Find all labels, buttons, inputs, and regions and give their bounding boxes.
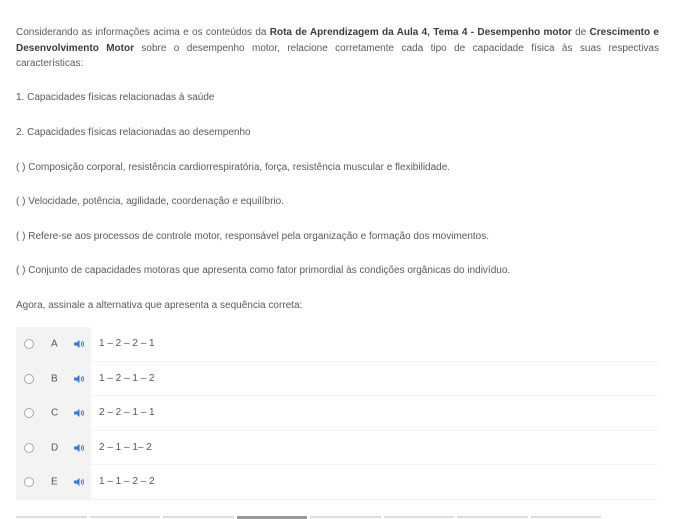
option-d-controls [16,431,91,466]
speaker-icon[interactable] [73,442,85,454]
option-c-body[interactable] [91,396,659,431]
item-1: ( ) Composição corporal, resistência cardiorrespiratória, força, resistência muscular e flexibilidade. [16,162,451,173]
category-2: 2. Capacidades físicas relacionadas ao desempenho [16,127,251,138]
item-3: ( ) Refere-se aos processos de controle motor, responsável pela organização e formação dos movimentos. [16,231,490,242]
option-c[interactable] [16,396,659,431]
option-a[interactable] [16,327,659,362]
speaker-icon[interactable] [73,476,85,488]
intro-bold-course-route: Rota de Aprendizagem da Aula 4, Tema 4 - Desempenho motor [269,27,572,38]
question-nav-segment-7[interactable] [457,516,528,518]
option-d-text: 2 – 1 – 1– 2 [99,441,152,453]
option-d[interactable] [16,431,659,466]
option-a-letter: A [51,338,58,350]
question-prompt: Agora, assinale a alternativa que apresenta a sequência correta: [16,300,303,311]
speaker-icon[interactable] [73,407,85,419]
option-e-letter: E [51,476,58,488]
option-d-body[interactable] [91,431,659,466]
option-e-radio[interactable] [24,477,34,487]
question-nav-segment-1[interactable] [16,516,87,518]
question-intro [16,25,659,72]
question-nav-segment-6[interactable] [384,516,455,518]
option-d-letter: D [51,442,59,454]
intro-text-2: de [571,27,590,38]
option-a-controls [16,327,91,362]
question-nav-segment-5[interactable] [310,516,381,518]
answer-options [16,327,659,500]
option-b-body[interactable] [91,362,659,397]
speaker-icon[interactable] [73,373,85,385]
option-a-radio[interactable] [24,339,34,349]
item-4: ( ) Conjunto de capacidades motoras que apresenta como fator primordial às condições orgânicas do indivíduo. [16,265,511,276]
option-e-controls [16,465,91,500]
option-b-controls [16,362,91,397]
option-d-radio[interactable] [24,443,34,453]
option-e[interactable] [16,465,659,500]
speaker-icon[interactable] [73,338,85,350]
question-nav-segment-8[interactable] [531,516,602,518]
item-2: ( ) Velocidade, potência, agilidade, coordenação e equilíbrio. [16,196,284,207]
option-b-letter: B [51,373,58,385]
question-nav-segment-3[interactable] [163,516,234,518]
option-e-body[interactable] [91,465,659,500]
option-c-radio[interactable] [24,408,34,418]
option-b-text: 1 – 2 – 1 – 2 [99,372,155,384]
intro-bold-discipline: Crescimento e Desenvolvimento Motor [16,27,659,54]
question-nav-segment-2[interactable] [90,516,161,518]
option-c-letter: C [51,407,59,419]
category-1: 1. Capacidades físicas relacionadas à saúde [16,92,215,103]
option-a-body[interactable] [91,327,659,362]
intro-text-1: Considerando as informações acima e os conteúdos da [16,27,270,38]
option-b-radio[interactable] [24,374,34,384]
option-b[interactable] [16,362,659,397]
option-e-text: 1 – 1 – 2 – 2 [99,476,155,488]
option-c-text: 2 – 2 – 1 – 1 [99,407,155,419]
option-c-controls [16,396,91,431]
intro-text-3: sobre o desempenho motor, relacione corretamente cada tipo de capacidade física às suas respectivas características: [16,42,659,69]
option-a-text: 1 – 2 – 2 – 1 [99,338,155,350]
